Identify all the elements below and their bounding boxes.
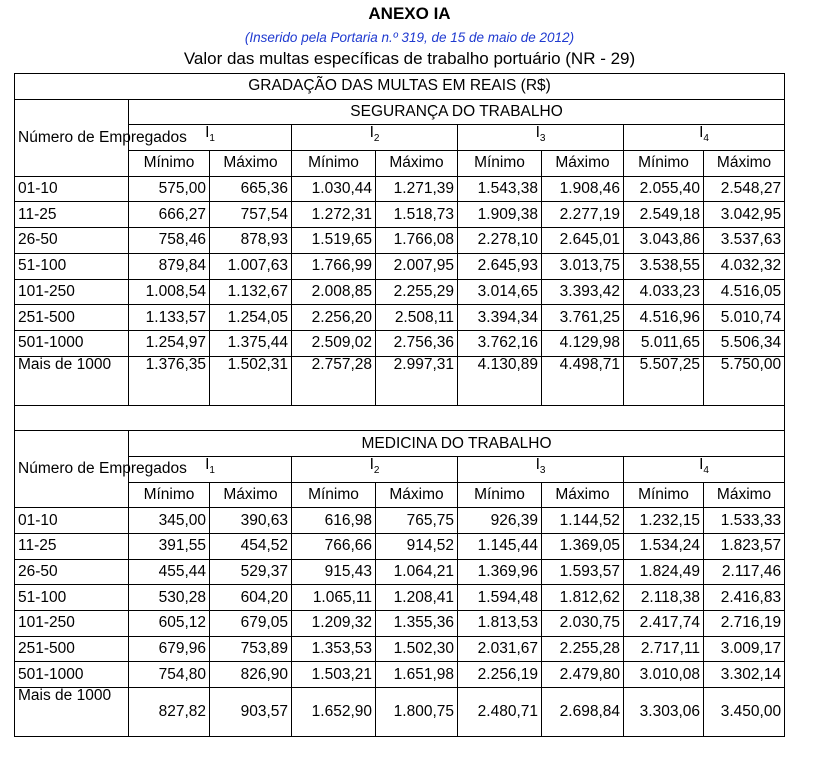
fine-value: 1.812,62: [542, 585, 624, 611]
fine-value: 2.007,95: [376, 253, 458, 279]
fine-value: 1.652,90: [292, 688, 376, 737]
fine-value: 3.538,55: [624, 253, 704, 279]
fine-value: 827,82: [129, 688, 210, 737]
min-header: Mínimo: [129, 151, 210, 177]
fine-value: 878,93: [210, 228, 292, 254]
table-row: [15, 356, 785, 405]
fine-value: 4.130,89: [458, 356, 542, 405]
table-row: [15, 253, 785, 279]
fine-value: 2.117,46: [704, 559, 785, 585]
fine-value: 915,43: [292, 559, 376, 585]
fine-value: 2.716,19: [704, 611, 785, 637]
min-header: Mínimo: [292, 482, 376, 508]
fine-value: 765,75: [376, 508, 458, 534]
fine-value: 1.800,75: [376, 688, 458, 737]
fine-value: 3.043,86: [624, 228, 704, 254]
fine-value: 1.823,57: [704, 534, 785, 560]
employee-range: Mais de 1000: [15, 688, 129, 737]
fine-value: 1.208,41: [376, 585, 458, 611]
level-letter: I: [369, 124, 374, 142]
fine-value: 1.065,11: [292, 585, 376, 611]
level-header: [624, 125, 785, 151]
table-row: [15, 585, 785, 611]
level-subscript: 1: [209, 133, 215, 145]
max-header: Máximo: [210, 482, 292, 508]
fine-value: 3.762,16: [458, 330, 542, 356]
legal-note: (Inserido pela Portaria n.º 319, de 15 de maio de 2012): [244, 30, 575, 45]
fine-value: 1.030,44: [292, 176, 376, 202]
employee-range: 51-100: [15, 253, 129, 279]
fine-value: 926,39: [458, 508, 542, 534]
table-row: [15, 305, 785, 331]
min-header: Mínimo: [458, 151, 542, 177]
document-title: ANEXO IA: [368, 4, 451, 23]
employee-range: 101-250: [15, 611, 129, 637]
fine-value: 2.417,74: [624, 611, 704, 637]
fine-value: 3.450,00: [704, 688, 785, 737]
fine-value: 1.766,08: [376, 228, 458, 254]
fine-value: 4.516,05: [704, 279, 785, 305]
table-row: [15, 559, 785, 585]
fine-value: 3.010,08: [624, 662, 704, 688]
employee-range: 26-50: [15, 559, 129, 585]
spacer-row: [15, 405, 785, 431]
fine-value: 1.502,30: [376, 636, 458, 662]
fine-value: 754,80: [129, 662, 210, 688]
fine-value: 1.353,53: [292, 636, 376, 662]
max-header: Máximo: [542, 151, 624, 177]
level-letter: I: [535, 455, 540, 473]
fine-value: 1.355,36: [376, 611, 458, 637]
caption-row: [15, 74, 785, 100]
table-row: [15, 202, 785, 228]
fine-value: 1.593,57: [542, 559, 624, 585]
fine-value: 1.232,15: [624, 508, 704, 534]
fine-value: 3.393,42: [542, 279, 624, 305]
section-header-row: [15, 431, 785, 457]
min-header: Mínimo: [624, 482, 704, 508]
fine-value: 2.549,18: [624, 202, 704, 228]
fine-value: 2.030,75: [542, 611, 624, 637]
fine-value: 2.508,11: [376, 305, 458, 331]
fine-value: 1.533,33: [704, 508, 785, 534]
fine-value: 5.506,34: [704, 330, 785, 356]
table-row: [15, 228, 785, 254]
max-header: Máximo: [376, 482, 458, 508]
employee-range: 01-10: [15, 176, 129, 202]
fine-value: 1.594,48: [458, 585, 542, 611]
fine-value: 2.055,40: [624, 176, 704, 202]
max-header: Máximo: [376, 151, 458, 177]
level-letter: I: [205, 124, 210, 142]
min-header: Mínimo: [624, 151, 704, 177]
level-header: [292, 125, 458, 151]
fine-value: 391,55: [129, 534, 210, 560]
employee-range: 251-500: [15, 305, 129, 331]
employee-range: 11-25: [15, 534, 129, 560]
table-row: [15, 636, 785, 662]
fine-value: 1.824,49: [624, 559, 704, 585]
fine-value: 826,90: [210, 662, 292, 688]
fine-value: 879,84: [129, 253, 210, 279]
fine-value: 665,36: [210, 176, 292, 202]
fine-value: 2.255,28: [542, 636, 624, 662]
table-row: [15, 688, 785, 737]
min-max-row: [15, 482, 785, 508]
fine-value: 2.645,93: [458, 253, 542, 279]
table-row: [15, 176, 785, 202]
fine-value: 1.254,97: [129, 330, 210, 356]
fine-value: 3.302,14: [704, 662, 785, 688]
table-row: [15, 534, 785, 560]
fine-value: 5.750,00: [704, 356, 785, 405]
fine-value: 2.717,11: [624, 636, 704, 662]
table-caption: GRADAÇÃO DAS MULTAS EM REAIS (R$): [15, 74, 785, 100]
fine-value: 1.502,31: [210, 356, 292, 405]
fine-value: 3.761,25: [542, 305, 624, 331]
fine-value: 1.369,96: [458, 559, 542, 585]
max-header: Máximo: [704, 151, 785, 177]
fine-value: 1.651,98: [376, 662, 458, 688]
max-header: Máximo: [210, 151, 292, 177]
level-subscript: 1: [209, 465, 215, 477]
fine-value: 3.014,65: [458, 279, 542, 305]
fine-value: 4.129,98: [542, 330, 624, 356]
fine-value: 2.256,20: [292, 305, 376, 331]
min-header: Mínimo: [292, 151, 376, 177]
fine-value: 2.278,10: [458, 228, 542, 254]
min-header: Mínimo: [458, 482, 542, 508]
fine-value: 455,44: [129, 559, 210, 585]
fine-value: 2.416,83: [704, 585, 785, 611]
fine-value: 1.272,31: [292, 202, 376, 228]
fine-value: 679,96: [129, 636, 210, 662]
fine-value: 2.509,02: [292, 330, 376, 356]
document-subtitle: Valor das multas específicas de trabalho portuário (NR - 29): [183, 49, 636, 68]
fine-value: 4.498,71: [542, 356, 624, 405]
section-title: MEDICINA DO TRABALHO: [129, 431, 785, 457]
level-subscript: 3: [539, 133, 546, 145]
fine-value: 2.277,19: [542, 202, 624, 228]
fine-value: 2.756,36: [376, 330, 458, 356]
fine-value: 345,00: [129, 508, 210, 534]
fine-value: 3.009,17: [704, 636, 785, 662]
fine-value: 5.507,25: [624, 356, 704, 405]
level-letter: I: [699, 124, 704, 142]
fine-value: 1.064,21: [376, 559, 458, 585]
employee-range: 501-1000: [15, 662, 129, 688]
level-header: [458, 125, 624, 151]
fine-value: 2.997,31: [376, 356, 458, 405]
max-header: Máximo: [704, 482, 785, 508]
fine-value: 758,46: [129, 228, 210, 254]
fine-value: 1.254,05: [210, 305, 292, 331]
fine-value: 2.698,84: [542, 688, 624, 737]
employee-range: 501-1000: [15, 330, 129, 356]
level-header: [624, 456, 785, 482]
level-header: [292, 456, 458, 482]
fine-value: 753,89: [210, 636, 292, 662]
fine-value: 1.209,32: [292, 611, 376, 637]
fine-value: 575,00: [129, 176, 210, 202]
level-subscript: 3: [539, 465, 546, 477]
level-subscript: 4: [703, 133, 709, 145]
fine-value: 757,54: [210, 202, 292, 228]
fine-value: 1.813,53: [458, 611, 542, 637]
fine-value: 2.548,27: [704, 176, 785, 202]
fine-value: 1.133,57: [129, 305, 210, 331]
min-header: Mínimo: [129, 482, 210, 508]
spacer-cell: [15, 405, 785, 431]
fine-value: 2.479,80: [542, 662, 624, 688]
fine-value: 1.271,39: [376, 176, 458, 202]
fine-value: 2.256,19: [458, 662, 542, 688]
level-header: [458, 456, 624, 482]
table-row: [15, 330, 785, 356]
fine-value: 3.394,34: [458, 305, 542, 331]
fine-value: 5.010,74: [704, 305, 785, 331]
employee-range: 101-250: [15, 279, 129, 305]
employees-header: Número de Empregados: [15, 431, 129, 508]
level-subscript: 2: [373, 465, 380, 477]
level-letter: I: [369, 455, 374, 473]
fine-value: 2.118,38: [624, 585, 704, 611]
fine-value: 1.908,46: [542, 176, 624, 202]
fine-value: 2.480,71: [458, 688, 542, 737]
fine-value: 1.534,24: [624, 534, 704, 560]
fine-value: 1.376,35: [129, 356, 210, 405]
fine-value: 1.375,44: [210, 330, 292, 356]
level-subscript: 2: [373, 133, 380, 145]
fine-value: 766,66: [292, 534, 376, 560]
fine-value: 1.519,65: [292, 228, 376, 254]
fine-value: 1.007,63: [210, 253, 292, 279]
fine-value: 1.909,38: [458, 202, 542, 228]
fine-value: 3.537,63: [704, 228, 785, 254]
fine-value: 2.255,29: [376, 279, 458, 305]
fine-value: 1.145,44: [458, 534, 542, 560]
fine-value: 1.766,99: [292, 253, 376, 279]
min-max-row: [15, 151, 785, 177]
table-row: [15, 662, 785, 688]
fine-value: 530,28: [129, 585, 210, 611]
table-row: [15, 611, 785, 637]
fine-value: 5.011,65: [624, 330, 704, 356]
fine-value: 529,37: [210, 559, 292, 585]
max-header: Máximo: [542, 482, 624, 508]
table-row: [15, 279, 785, 305]
fine-value: 2.031,67: [458, 636, 542, 662]
fine-value: 1.132,67: [210, 279, 292, 305]
level-letter: I: [699, 455, 704, 473]
table-row: [15, 508, 785, 534]
fine-value: 604,20: [210, 585, 292, 611]
level-letter: I: [205, 455, 210, 473]
fine-value: 454,52: [210, 534, 292, 560]
employee-range: 26-50: [15, 228, 129, 254]
level-subscript: 4: [703, 465, 709, 477]
fine-value: 3.013,75: [542, 253, 624, 279]
fine-value: 390,63: [210, 508, 292, 534]
section-title: SEGURANÇA DO TRABALHO: [129, 99, 785, 125]
employee-range: 01-10: [15, 508, 129, 534]
fine-value: 3.042,95: [704, 202, 785, 228]
fine-value: 4.516,96: [624, 305, 704, 331]
employee-range: Mais de 1000: [15, 356, 129, 405]
fines-table: [14, 73, 785, 737]
fine-value: 1.369,05: [542, 534, 624, 560]
fine-value: 3.303,06: [624, 688, 704, 737]
fine-value: 666,27: [129, 202, 210, 228]
employee-range: 11-25: [15, 202, 129, 228]
fine-value: 903,57: [210, 688, 292, 737]
fine-value: 2.645,01: [542, 228, 624, 254]
fine-value: 1.503,21: [292, 662, 376, 688]
fine-value: 616,98: [292, 508, 376, 534]
fine-value: 1.008,54: [129, 279, 210, 305]
fine-value: 679,05: [210, 611, 292, 637]
fine-value: 1.543,38: [458, 176, 542, 202]
fine-value: 4.033,23: [624, 279, 704, 305]
employee-range: 251-500: [15, 636, 129, 662]
fine-value: 605,12: [129, 611, 210, 637]
fine-value: 2.008,85: [292, 279, 376, 305]
fine-value: 914,52: [376, 534, 458, 560]
fine-value: 1.518,73: [376, 202, 458, 228]
employees-header: Número de Empregados: [15, 99, 129, 176]
employee-range: 51-100: [15, 585, 129, 611]
fine-value: 4.032,32: [704, 253, 785, 279]
fine-value: 2.757,28: [292, 356, 376, 405]
level-letter: I: [535, 124, 540, 142]
section-header-row: [15, 99, 785, 125]
fine-value: 1.144,52: [542, 508, 624, 534]
